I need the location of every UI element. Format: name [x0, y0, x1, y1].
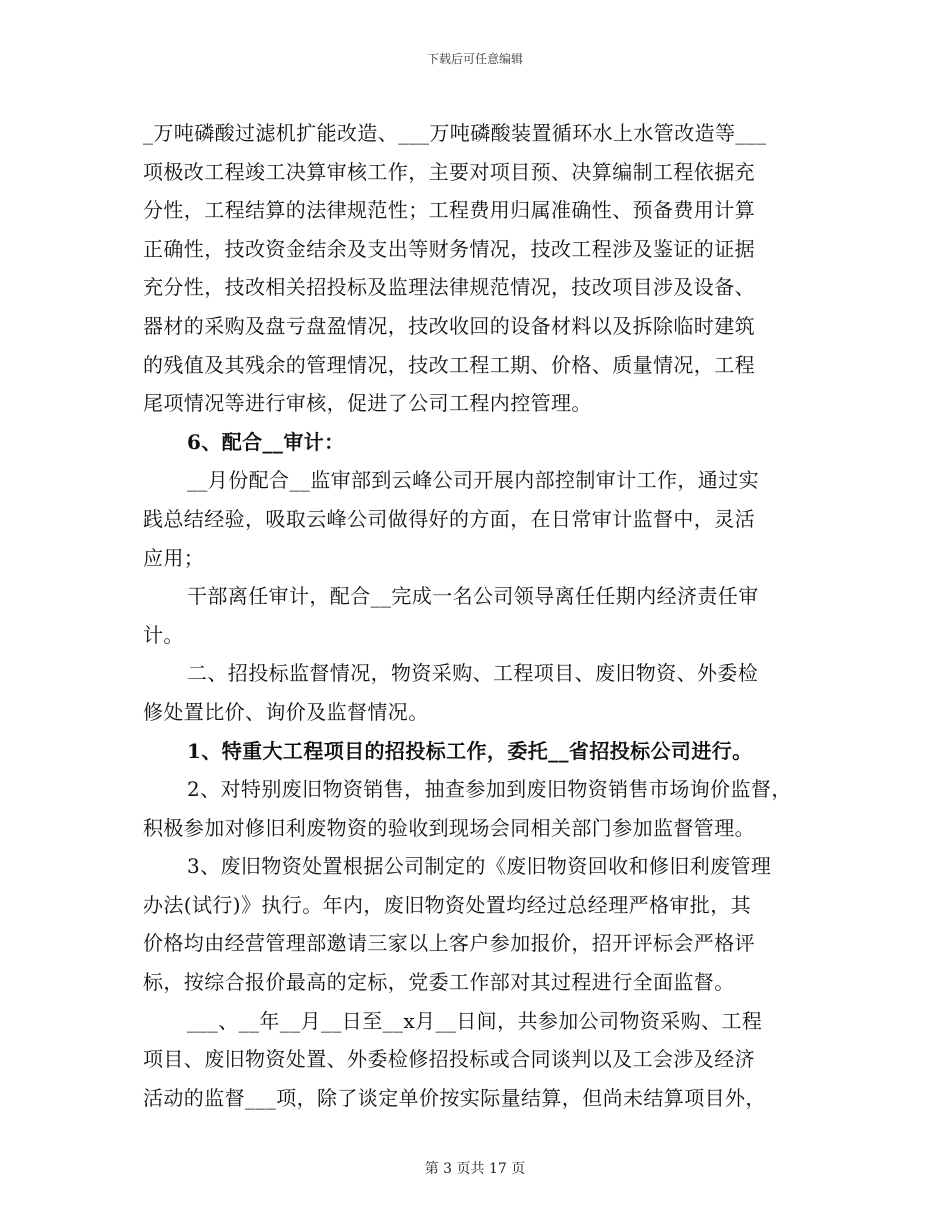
paragraph-line: 器材的采购及盘亏盘盈情况，技改收回的设备材料以及拆除临时建筑 [143, 313, 755, 338]
paragraph-line: 二、招投标监督情况，物资采购、工程项目、废旧物资、外委检 [187, 661, 759, 686]
paragraph-line: 干部离任审计，配合__完成一名公司领导离任任期内经济责任审 [187, 584, 759, 609]
paragraph-line: 应用； [143, 545, 205, 570]
paragraph-line: 办法(试行)》执行。年内，废旧物资处置均经过总经理严格审批，其 [143, 892, 752, 917]
paragraph-line: 2、对特别废旧物资销售，抽查参加到废旧物资销售市场询价监督， [187, 777, 792, 802]
document-body [143, 114, 823, 1117]
paragraph-line: 的残值及其残余的管理情况，技改工程工期、价格、质量情况，工程 [143, 352, 755, 377]
paragraph-line: 3、废旧物资处置根据公司制定的《废旧物资回收和修旧利废管理 [187, 854, 772, 879]
paragraph-line: 计。 [143, 622, 184, 647]
paragraph-line: 尾项情况等进行审核，促进了公司工程内控管理。 [143, 391, 592, 416]
paragraph-line: 项目、废旧物资处置、外委检修招投标或合同谈判以及工会涉及经济 [143, 1047, 755, 1072]
paragraph-line: 项极改工程竣工决算审核工作，主要对项目预、决算编制工程依据充 [143, 159, 755, 184]
section-heading: 1、特重大工程项目的招投标工作，委托__省招投标公司进行。 [187, 738, 753, 763]
paragraph-line: __月份配合__监审部到云峰公司开展内部控制审计工作，通过实 [187, 468, 759, 493]
paragraph-line: 分性，工程结算的法律规范性；工程费用归属准确性、预备费用计算 [143, 198, 755, 223]
paragraph-line: 积极参加对修旧利废物资的验收到现场会同相关部门参加监督管理。 [143, 815, 755, 840]
page-number: 第 3 页共 17 页 [424, 1161, 526, 1177]
paragraph-line: 充分性，技改相关招投标及监理法律规范情况，技改项目涉及设备、 [143, 275, 755, 300]
paragraph-line: 标，按综合报价最高的定标，党委工作部对其过程进行全面监督。 [143, 970, 735, 995]
paragraph-line: _万吨磷酸过滤机扩能改造、___万吨磷酸装置循环水上水管改造等___ [143, 121, 767, 145]
paragraph-line: ___、__年__月__日至__x月__日间，共参加公司物资采购、工程 [187, 1008, 763, 1033]
paragraph-line: 践总结经验，吸取云峰公司做得好的方面，在日常审计监督中，灵活 [143, 506, 755, 531]
paragraph-line: 修处置比价、询价及监督情况。 [143, 699, 429, 724]
paragraph-line: 价格均由经营管理部邀请三家以上客户参加报价，招开评标会严格评 [143, 931, 755, 956]
paragraph-line: 正确性，技改资金结余及支出等财务情况，技改工程涉及鉴证的证据 [143, 236, 755, 261]
section-heading: 6、配合__审计： [187, 429, 345, 454]
paragraph-line: 活动的监督___项，除了谈定单价按实际量结算，但尚未结算项目外， [143, 1085, 766, 1110]
page-header: 下载后可任意编辑 [426, 52, 523, 66]
